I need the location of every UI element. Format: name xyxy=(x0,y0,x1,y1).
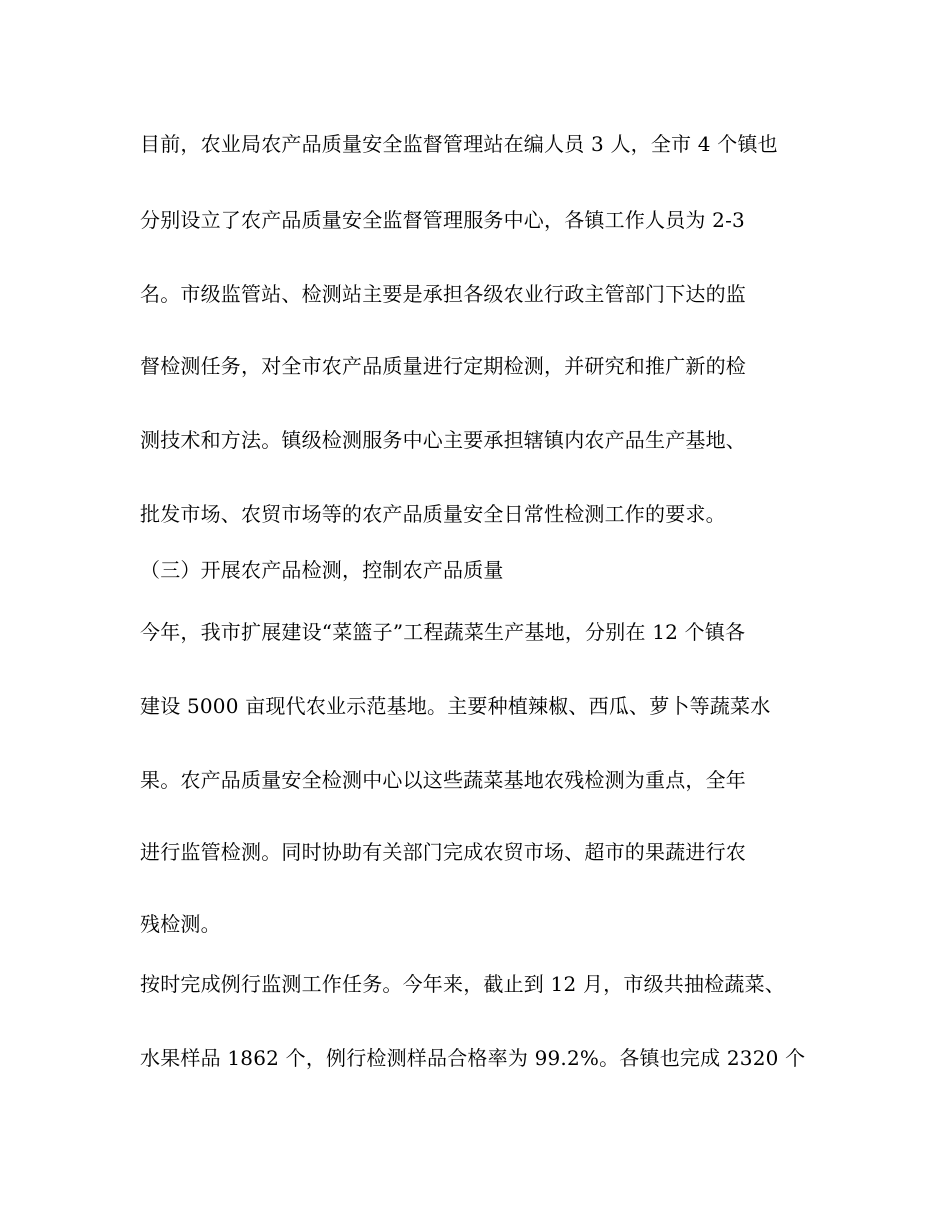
text-line: 测技术和方法。镇级检测服务中心主要承担辖镇内农产品生产基地、 xyxy=(140,428,746,452)
text-line: 批发市场、农贸市场等的农产品质量安全日常性检测工作的要求。 xyxy=(140,502,726,526)
text-line: 果。农产品质量安全检测中心以这些蔬菜基地农残检测为重点，全年 xyxy=(140,768,746,792)
text-line: 进行监管检测。同时协助有关部门完成农贸市场、超市的果蔬进行农 xyxy=(140,840,746,864)
text-line: 水果样品 1862 个，例行检测样品合格率为 99.2%。各镇也完成 2320 个 xyxy=(140,1046,806,1070)
text-line: 建设 5000 亩现代农业示范基地。主要种植辣椒、西瓜、萝卜等蔬菜水 xyxy=(140,694,771,718)
text-line: 督检测任务，对全市农产品质量进行定期检测，并研究和推广新的检 xyxy=(140,354,746,378)
text-line: 目前，农业局农产品质量安全监督管理站在编人员 3 人，全市 4 个镇也 xyxy=(140,132,778,156)
text-line: 残检测。 xyxy=(140,912,221,936)
text-line: 按时完成例行监测工作任务。今年来，截止到 12 月，市级共抽检蔬菜、 xyxy=(140,972,785,996)
text-line: 名。市级监管站、检测站主要是承担各级农业行政主管部门下达的监 xyxy=(140,282,746,306)
section-heading: （三）开展农产品检测，控制农产品质量 xyxy=(140,558,504,582)
text-line: 今年，我市扩展建设“菜篮子”工程蔬菜生产基地，分别在 12 个镇各 xyxy=(140,620,746,644)
text-line: 分别设立了农产品质量安全监督管理服务中心，各镇工作人员为 2-3 xyxy=(140,208,745,232)
